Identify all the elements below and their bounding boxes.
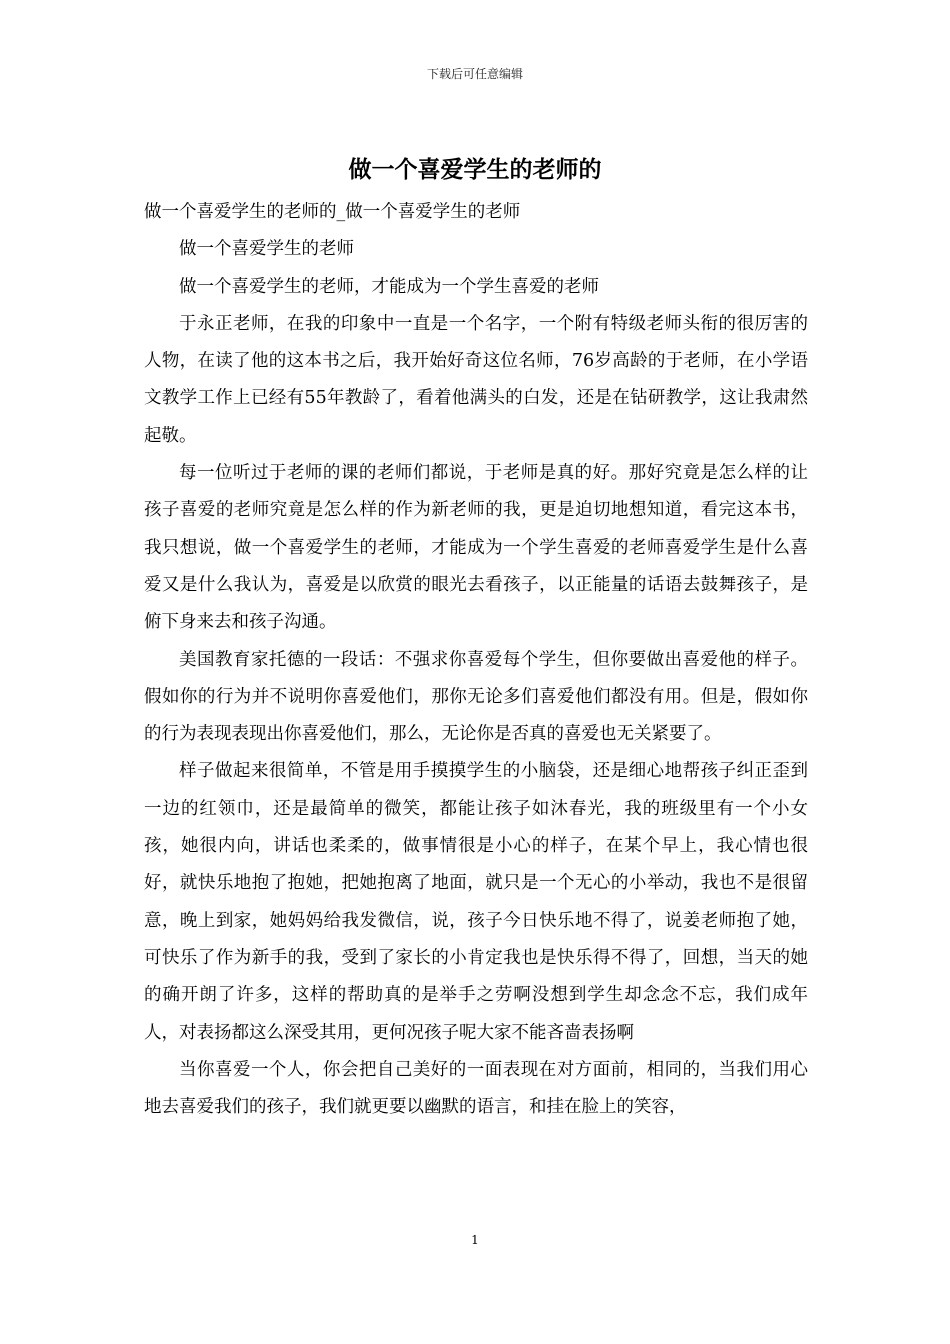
body-paragraph: 美国教育家托德的一段话：不强求你喜爱每个学生，但你要做出喜爱他的样子。假如你的行为并不说明你喜爱他们，那你无论多们喜爱他们都没有用。但是，假如你的行为表现表现出你喜爱他们，那么，无论你是否真的喜爱也无关紧要了。 [144,649,808,745]
paragraph-subtitle: 做一个喜爱学生的老师的_做一个喜爱学生的老师 [144,202,521,222]
paragraph-heading: 做一个喜爱学生的老师 [179,239,354,260]
page-number: 1 [471,1233,479,1247]
paragraph-heading: 做一个喜爱学生的老师，才能成为一个学生喜爱的老师 [179,276,599,297]
body-paragraph: 样子做起来很简单，不管是用手摸摸学生的小脑袋，还是细心地帮孩子纠正歪到一边的红领巾，还是最简单的微笑，都能让孩子如沐春光，我的班级里有一个小女孩，她很内向，讲话也柔柔的，做事情很是小心的样子，在某个早上，我心情也很好，就快乐地抱了抱她，把她抱离了地面，就只是一个无心的小举动，我也不是很留意，晚上到家，她妈妈给我发微信，说，孩子今日快乐地不得了，说姜老师抱了她，可快乐了作为新手的我，受到了家长的小肯定我也是快乐得不得了，回想，当天的她的确开朗了许多，这样的帮助真的是举手之劳啊没想到学生却念念不忘，我们成年人，对表扬都这么深受其用，更何况孩子呢大家不能吝啬表扬啊 [144,761,808,1043]
document-title: 做一个喜爱学生的老师的 [348,157,602,183]
document-body [144,194,808,1126]
page-header-note: 下载后可任意编辑 [426,67,523,81]
body-paragraph: 当你喜爱一个人，你会把自己美好的一面表现在对方面前，相同的，当我们用心地去喜爱我们的孩子，我们就更要以幽默的语言，和挂在脸上的笑容， [144,1059,808,1118]
body-paragraph: 每一位听过于老师的课的老师们都说，于老师是真的好。那好究竟是怎么样的让孩子喜爱的老师究竟是怎么样的作为新老师的我，更是迫切地想知道，看完这本书，我只想说，做一个喜爱学生的老师，才能成为一个学生喜爱的老师喜爱学生是什么喜爱又是什么我认为，喜爱是以欣赏的眼光去看孩子，以正能量的话语去鼓舞孩子，是俯下身来去和孩子沟通。 [144,463,808,633]
body-paragraph: 于永正老师，在我的印象中一直是一个名字，一个附有特级老师头衔的很厉害的人物，在读了他的这本书之后，我开始好奇这位名师，76岁高龄的于老师，在小学语文教学工作上已经有55年教龄了，看着他满头的白发，还是在钻研教学，这让我肃然起敬。 [144,313,808,446]
